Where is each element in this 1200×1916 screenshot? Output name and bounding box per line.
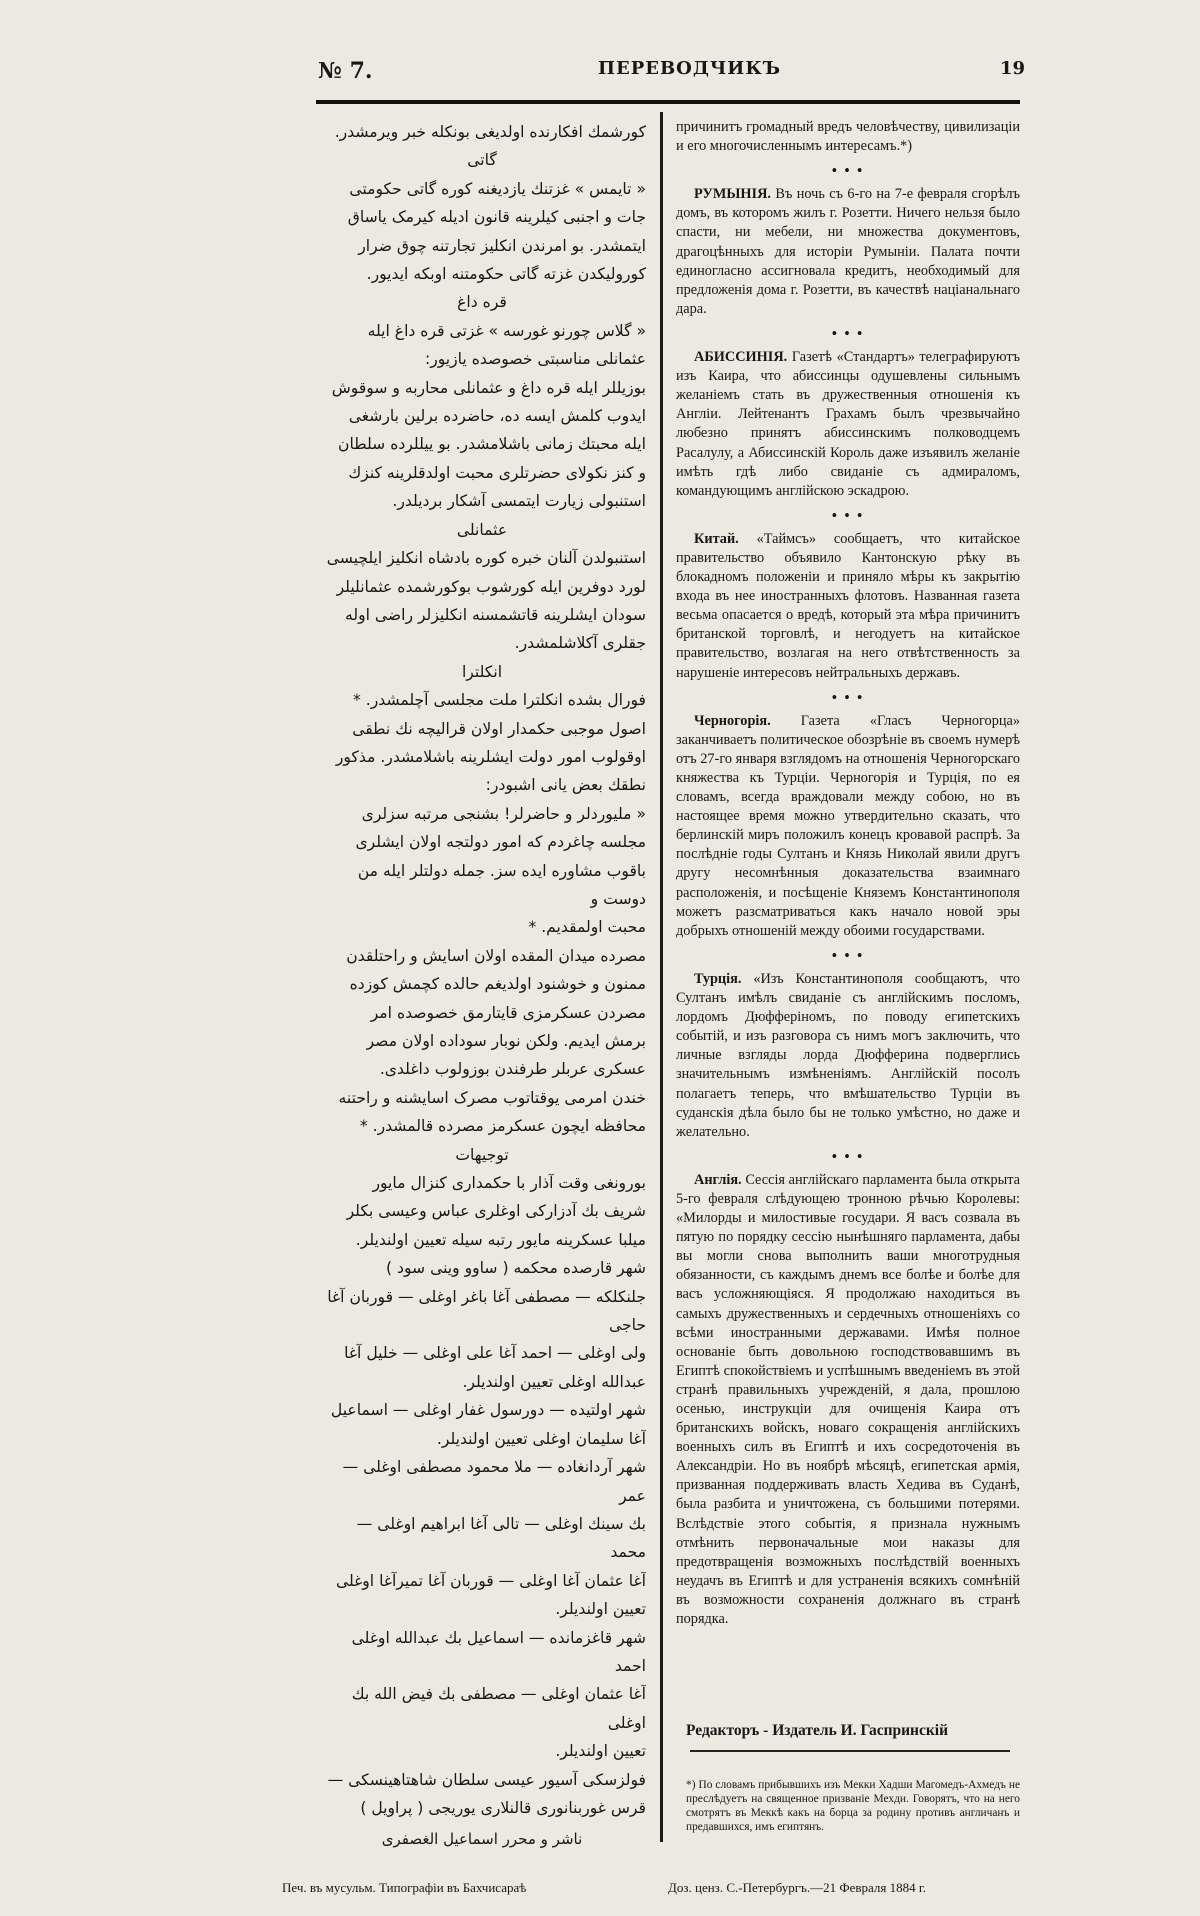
left-column-turkish (318, 118, 646, 1818)
left-column-line: فولزسکی آسیور عیسی سلطان شاهتاهینسکی — (327, 1770, 646, 1789)
editor-rule (690, 1750, 1010, 1752)
newspaper-title: ПЕРЕВОДЧИКЪ (598, 58, 781, 79)
left-column-line: توجیهات (455, 1145, 509, 1164)
page-number: 19 (1000, 58, 1026, 79)
printer-imprint: Печ. въ мусульм. Типографіи въ Бахчисараѣ (282, 1880, 527, 1895)
left-column-line: تعیین اولندیلر. (555, 1600, 646, 1619)
left-column-line: ایتمشدر. بو امرندن انکلیز تجارتنه چوق ضرار (358, 236, 646, 255)
section-separator: • • • (831, 947, 865, 964)
left-column-line: باقوب مشاوره ایده سز. جمله دولتلر ایله من دوست و (357, 861, 646, 908)
section-separator: • • • (831, 325, 865, 342)
left-column-line: « تایمس » غزتنك یازدیغنه کوره گاتی حکومتی (349, 179, 646, 198)
left-column-line: کورشمك افکارنده اولدیغی بونکله خبر ویرمشدر. (334, 123, 646, 141)
article-heading: Китай. (694, 530, 739, 547)
article-text: «Изъ Константинополя сообщаютъ, что Султанъ имѣлъ свиданіе съ англійскимъ посломъ, лордомъ Дюфферіномъ, по поводу египетскихъ событій, и изъ разговора съ нимъ могъ заключить, что личные взгляды лорда Дюфферина подверглись значительнымъ измѣненіямъ. Англійскій посолъ полагаетъ теперь, что вмѣшательство Турціи въ суданскія дѣла было бы не только умѣстно, но даже и желательно. (676, 970, 1020, 1140)
left-column-line: مصرده میدان المقده اولان اسایش و راحتلقدن (346, 946, 646, 965)
left-column-line: جلنکلکه — مصطفی آغا باغر اوغلی — قوربان آغا حاجی (327, 1287, 646, 1335)
left-column-line: عسکری عربلر طرفندن بوزولوب داغلدی. (379, 1060, 646, 1079)
left-column-line: کورولیکدن غزته گاتی حکومتنه اوبکه ایدیور. (366, 265, 646, 284)
article-heading: Турція. (694, 970, 742, 987)
left-column-line: فورال بشده انکلترا ملت مجلسی آچلمشدر. * (353, 691, 646, 710)
left-column-line: آغا عثمان اوغلی — مصطفی بك فیض الله بك اوغلی (351, 1685, 646, 1732)
left-column-line: انکلترا (461, 662, 503, 681)
article-text: Газета «Гласъ Черногорца» заканчиваетъ политическое обозрѣніе въ своемъ нумерѣ отъ 27-го января взглядомъ на отношенія Черногорскаго княжества къ Турціи. Черногорія и Турція, по ея словамъ, всегда враждовали между собою, но въ настоящее время можно утвердительно сказать, что берлинскій миръ положилъ конецъ кровавой распрѣ. За послѣдніе годы Султанъ и Князь Николай явили другъ другу несомнѣнныя доказательства взаимнаго расположенія, и посѣщеніе Княземъ Константинополя можетъ разсматриваться какъ начало новой эры добрыхъ отношеній между обоими государствами. (676, 712, 1020, 939)
left-column-line: استنبولدن آلنان خبره کوره بادشاه انکلیز ایلچیسی (326, 549, 646, 568)
articles-list (676, 185, 1020, 1629)
left-column-line: آغا عثمان آغا اوغلی — قوربان آغا تمیرآغا اوغلی (335, 1571, 646, 1590)
left-column-line: و کنز نکولای حضرتلری محبت اولدقلرینه کنزك (348, 463, 646, 482)
article-text: Газетѣ «Стандартъ» телеграфируютъ изъ Каира, что абиссинцы одушевлены сильнымъ желаніемъ стать въ дружественныя отношенія къ Англіи. Лейтенантъ Грахамъ былъ чрезвычайно любезно принятъ абиссинскимъ полководцемъ Расалулу, а Абиссинскій Король даже изъявилъ желаніе имѣть гдѣ либо свиданіе съ адмираломъ, командующимъ англійскою эскадрою. (676, 349, 1020, 499)
left-column-line: خندن امرمی یوقتاتوب مصرک اسایشنه و راحتنه (338, 1088, 646, 1107)
left-column-line: ایله محبتك زمانی باشلامشدر. بو ییللرده سلطان (338, 435, 646, 454)
left-column-line: میلبا عسکرینه مایور رتبه سیله تعیین اولندیلر. (355, 1230, 646, 1249)
left-column-line: آغا سلیمان اوغلی تعیین اولندیلر. (436, 1429, 646, 1448)
left-column-line: قرس غوربنانوری قالنلاری یوریجی ( پراویل ) (360, 1798, 646, 1817)
left-column-line: شهر قارصده محکمه ( ساوو وینی سود ) (386, 1259, 646, 1278)
left-column-line: سودان ایشلرینه قاتشمسنه انکلیزلر راضی اوله (344, 605, 646, 624)
censor-imprint: Доз. ценз. С.-Петербургъ.—21 Февраля 1884 г. (668, 1880, 927, 1895)
left-column-line: گاتی (467, 151, 497, 170)
section-separator: • • • (831, 689, 865, 706)
article-paragraph (676, 1171, 1020, 1629)
left-column-line: جقلری آکلاشلمشدر. (514, 634, 646, 653)
left-column-line: شریف بك آدزارکی اوغلری عباس وعیسی بکلر (346, 1202, 646, 1221)
left-column-line: عثمانلی (456, 520, 508, 539)
left-column-line: شهر آردانغاده — ملا محمود مصطفی اوغلی — عمر (342, 1458, 646, 1505)
left-column-line: عبدالله اوغلی تعیین اولندیلر. (462, 1372, 646, 1391)
article-paragraph (676, 185, 1020, 319)
left-column-line: شهر قاغزمانده — اسماعیل بك عبدالله اوغلی احمد (351, 1628, 646, 1675)
left-column-line: « ملیوردلر و حاضرلر! بشنجی مرتبه سزلری (361, 804, 646, 823)
left-column-line: برمش ایدیم. ولکن نوبار سوداده اولان مصر (366, 1032, 646, 1050)
header-rule (316, 100, 1020, 104)
article-text: «Таймсъ» сообщаетъ, что китайское правительство объявило Кантонскую рѣку въ блокадномъ положеніи и приняло мѣры къ закрытію входа въ нее иностранныхъ флотовъ. Названная газета весьма опасается о вредѣ, который эта мѣра причинитъ британской торговлѣ, и негодуетъ на китайское правительство, возлагая на него отвѣтственность за нарушеніе интересовъ нейтральныхъ державъ. (676, 530, 1020, 681)
left-column-line: مصردن عسکرمزی قایتارمق خصوصده امر (370, 1003, 646, 1022)
left-column-line: محبت اولمقدیم. * (528, 918, 646, 937)
left-column-line: مجلسه چاغردم که امور دولتجه اولان ایشلری (355, 833, 646, 852)
left-column-line: « گلاس چورنو غورسه » غزتی قره داغ ایله (367, 321, 646, 340)
footnote: *) По словамъ прибывшихъ изъ Мекки Хадши Магомедъ-Ахмедъ не преслѣдуетъ на священное призваніе Мехди. Говорятъ, что на него смотрятъ въ Меккѣ какъ на борца за родину противъ англичанъ и предавшихся, имъ египтянъ. (686, 1779, 1020, 1833)
intro-paragraph: причинитъ громадный вредъ человѣчеству, цивилизаціи и его многочисленнымъ интересамъ.*) (676, 119, 1020, 155)
left-column-line: ممنون و خوشنود اولدیغم حالده کچمش کوزده (349, 975, 646, 994)
left-column-line: استنبولی زیارت ایتمسی آشکار بردیلدر. (392, 492, 646, 511)
article-heading: АБИССИНІЯ. (694, 349, 788, 366)
article-heading: Черногорія. (694, 712, 771, 729)
article-paragraph (676, 530, 1020, 683)
article-paragraph (676, 348, 1020, 501)
left-column-line: بورونغی وقت آذار با حکمداری کنزال مایور (372, 1174, 646, 1193)
left-column-line: محافظه ایچون عسکرمز مصرده قالمشدر. * (359, 1117, 646, 1136)
section-separator: • • • (831, 507, 865, 524)
left-column-line: شهر اولتیده — دورسول غفار اوغلی — اسماعیل (330, 1401, 646, 1420)
left-column-line: نطقك بعض یانی اشبودر: (485, 776, 646, 795)
issue-number: № 7. (318, 58, 373, 84)
left-column-line: ولی اوغلی — احمد آغا علی اوغلی — خلیل آغا (344, 1344, 646, 1363)
left-column-line: اصول موجبی حکمدار اولان قرالیچه نك نطقی (352, 719, 646, 738)
editor-line: Редакторъ - Издатель И. Гаспринскій (686, 1722, 949, 1739)
left-column-line: عثمانلی مناسبتی خصوصده یازیور: (424, 350, 646, 369)
column-divider (660, 112, 663, 1842)
left-column-line: بوزیللر ایله قره داغ و عثمانلی محاربه و سوقوش (331, 378, 646, 397)
article-text: Въ ночь съ 6-го на 7-е февраля сгорѣлъ домъ, въ которомъ жилъ г. Розетти. Ничего нельзя было спасти, ни мебели, ни множества документовъ, драгоцѣнныхъ для исторіи Румыніи. Палата почти единогласно ассигновала кредитъ, необходимый для предложенія дома г. Розетти, въ качествѣ націанальнаго дара. (676, 186, 1020, 317)
left-column-line: قره داغ (457, 293, 507, 312)
left-column-line: تعیین اولندیلر. (555, 1742, 646, 1761)
publisher-line: ناشر و محرر اسماعیل الغصفری (381, 1830, 583, 1848)
left-column-line: اوقولوب امور دولت ایشلرینه باشلامشدر. مذکور (335, 747, 646, 766)
left-column-line: بك سینك اوغلی — تالی آغا ابراهیم اوغلی — محمد (356, 1514, 646, 1562)
article-paragraph (676, 970, 1020, 1142)
article-text: Сессія англійскаго парламента была открыта 5-го февраля слѣдующею тронною рѣчью Королевы: «Милорды и милостивые государи. Я васъ созвала въ пятую по порядку сессію нынѣшняго парламента, дабы вы могли снова выполнить ваши многотрудныя обязанности, съ каждымъ днемъ все болѣе и болѣе для васъ усложняющіяся. Я продолжаю находиться въ самыхъ дружественныхъ и сердечныхъ отношеніяхъ со всѣми иностранными державами. Имѣя полное основаніе быть довольною господствовавшимъ въ Египтѣ спокойствіемъ и успѣшнымъ введеніемъ въ этой странѣ правильныхъ учрежденій, я дала, прошлою осенью, инструкціи для очищенія Каира отъ британскихъ войскъ, новаго сокращенія англійскихъ военныхъ силъ въ Египтѣ и ихъ сосредоточенія въ Александріи. Но въ ноябрѣ мѣсяцѣ, египетская армія, призванная поддерживать власть Хедива въ Суданѣ, была разбита и уничтожена, съ большими потерями. Вслѣдствіе этого событія, я признала нужнымъ отмѣнить первоначальные мои наказы для предотвращенія возможныхъ послѣдствій военныхъ неудачъ въ Египтѣ и для устраненія всякихъ сомнѣній въ возможности сохраненія должнаго въ странѣ порядка. (676, 1171, 1020, 1628)
left-column-line: لورد دوفرین ایله کورشوب بوکورشمده عثمانلیلر (336, 577, 646, 596)
article-heading: РУМЫНІЯ. (694, 186, 771, 203)
left-column-line: جات و اجنبی کیلرینه قانون ادیله کیرمک یاساق (347, 208, 646, 227)
right-column-russian (676, 118, 1020, 1798)
section-separator: • • • (831, 163, 865, 180)
article-heading: Англія. (694, 1171, 742, 1188)
left-column-line: ایدوب کلمش ایسه ده، حاضرده برلین بارشغی (348, 407, 646, 426)
article-paragraph (676, 712, 1020, 941)
section-separator: • • • (831, 1148, 865, 1165)
